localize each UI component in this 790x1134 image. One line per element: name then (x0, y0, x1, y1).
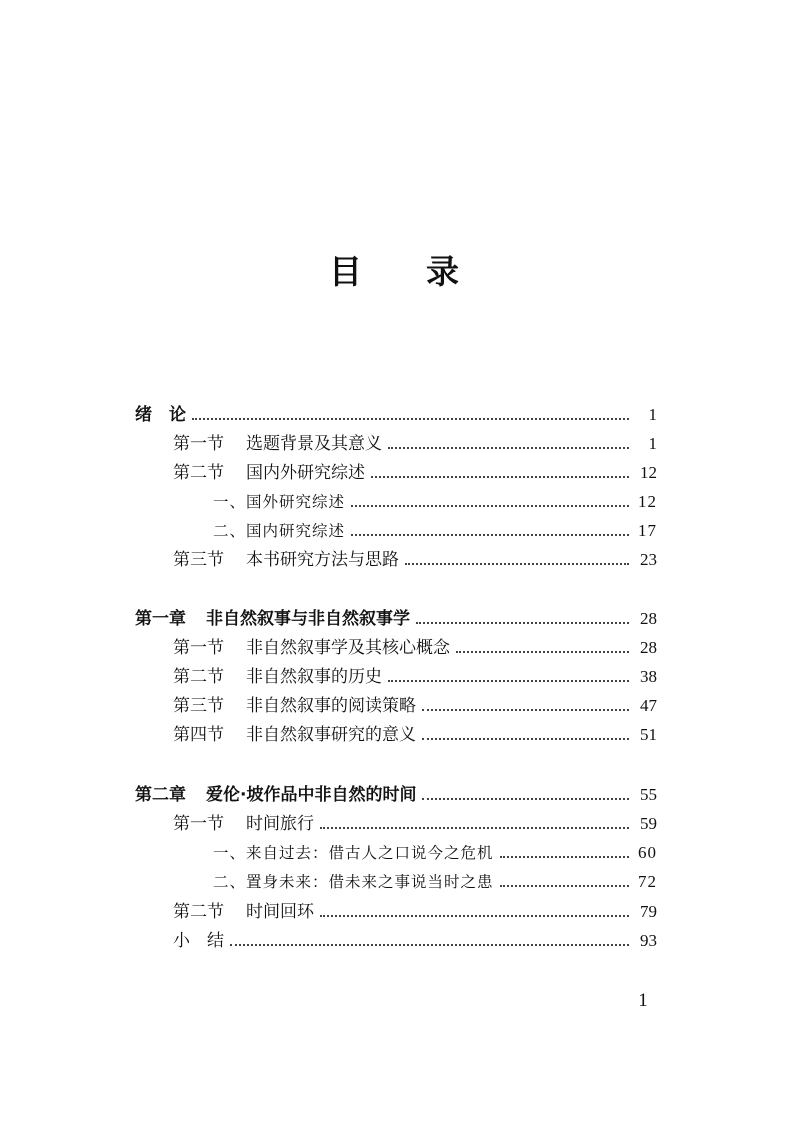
section-title: 非自然叙事的阅读策略 (246, 696, 416, 716)
title-char-2: 录 (426, 252, 461, 291)
dot-leader (371, 475, 629, 478)
toc-entry-section[interactable] (173, 898, 657, 926)
dot-leader (320, 826, 629, 829)
section-number: 第三节 (173, 550, 224, 570)
toc-label: 一、国外研究综述 (213, 493, 346, 511)
toc-entry-section[interactable] (173, 692, 657, 720)
section-number: 第一节 (173, 814, 224, 834)
dot-leader (422, 737, 629, 740)
chapter-title: 非自然叙事与非自然叙事学 (206, 609, 410, 629)
toc-page: 28 (640, 609, 657, 628)
section-title: 非自然叙事学及其核心概念 (246, 638, 450, 658)
dot-leader (500, 884, 629, 887)
toc-entry-section[interactable] (173, 430, 657, 458)
toc-page: 51 (640, 725, 657, 744)
toc-page: 93 (640, 931, 657, 950)
toc-page: 59 (640, 814, 657, 833)
toc-page: 12 (638, 492, 657, 511)
section-title: 时间旅行 (246, 814, 314, 834)
toc-label: 一、来自过去：借古人之口说今之危机 (213, 844, 494, 862)
toc-entry-chapter-2[interactable] (135, 781, 657, 809)
toc-entry-section[interactable] (173, 810, 657, 838)
dot-leader (388, 446, 629, 449)
section-number: 第一节 (173, 638, 224, 658)
dot-leader (500, 855, 629, 858)
chapter-title: 爱伦·坡作品中非自然的时间 (206, 785, 417, 805)
dot-leader (230, 943, 629, 946)
dot-leader (351, 504, 629, 507)
dot-leader (416, 621, 629, 624)
toc-label: 绪 论 (135, 405, 186, 425)
section-number: 第二节 (173, 667, 224, 687)
toc-entry-summary[interactable] (173, 927, 657, 955)
toc-page: 38 (640, 667, 657, 686)
section-title: 本书研究方法与思路 (246, 550, 399, 570)
dot-leader (405, 562, 629, 565)
toc-entry-section[interactable] (173, 459, 657, 487)
toc-page: 12 (640, 463, 657, 482)
dot-leader (351, 533, 629, 536)
section-title: 选题背景及其意义 (246, 434, 382, 454)
toc-label: 小 结 (173, 931, 224, 951)
section-number: 第二节 (173, 902, 224, 922)
section-title: 时间回环 (246, 902, 314, 922)
chapter-number: 第二章 (135, 785, 186, 805)
toc-page: 47 (640, 696, 657, 715)
dot-leader (456, 650, 629, 653)
toc-page: 79 (640, 902, 657, 921)
toc-page: 23 (640, 550, 657, 569)
page-number: 1 (638, 990, 648, 1011)
dot-leader (422, 797, 629, 800)
dot-leader (320, 914, 629, 917)
toc-label: 二、置身未来：借未来之事说当时之患 (213, 873, 494, 891)
toc-page: 1 (648, 434, 657, 453)
dot-leader (422, 708, 629, 711)
toc-entry-subsection[interactable] (213, 517, 657, 545)
toc-page: 55 (640, 785, 657, 804)
toc-page: 17 (638, 521, 657, 540)
page-title (0, 252, 790, 292)
section-title: 非自然叙事研究的意义 (246, 725, 416, 745)
section-number: 第四节 (173, 725, 224, 745)
chapter-number: 第一章 (135, 609, 186, 629)
toc-label: 二、国内研究综述 (213, 522, 346, 540)
dot-leader (388, 679, 629, 682)
toc-page: 28 (640, 638, 657, 657)
toc-entry-subsection[interactable] (213, 488, 657, 516)
dot-leader (192, 417, 629, 420)
toc-entry-section[interactable] (173, 663, 657, 691)
toc-entry-section[interactable] (173, 721, 657, 749)
section-title: 非自然叙事的历史 (246, 667, 382, 687)
section-number: 第一节 (173, 434, 224, 454)
toc-page: 72 (638, 872, 657, 891)
toc-entry-subsection[interactable] (213, 868, 657, 896)
toc-entry-section[interactable] (173, 634, 657, 662)
section-number: 第二节 (173, 463, 224, 483)
section-number: 第三节 (173, 696, 224, 716)
title-char-1: 目 (329, 252, 364, 291)
toc-entry-chapter-1[interactable] (135, 605, 657, 633)
toc-entry-subsection[interactable] (213, 839, 657, 867)
section-title: 国内外研究综述 (246, 463, 365, 483)
toc-page: 60 (638, 843, 657, 862)
toc-entry-section[interactable] (173, 546, 657, 574)
toc-entry-intro[interactable] (135, 401, 657, 429)
toc-page: 1 (648, 405, 657, 424)
